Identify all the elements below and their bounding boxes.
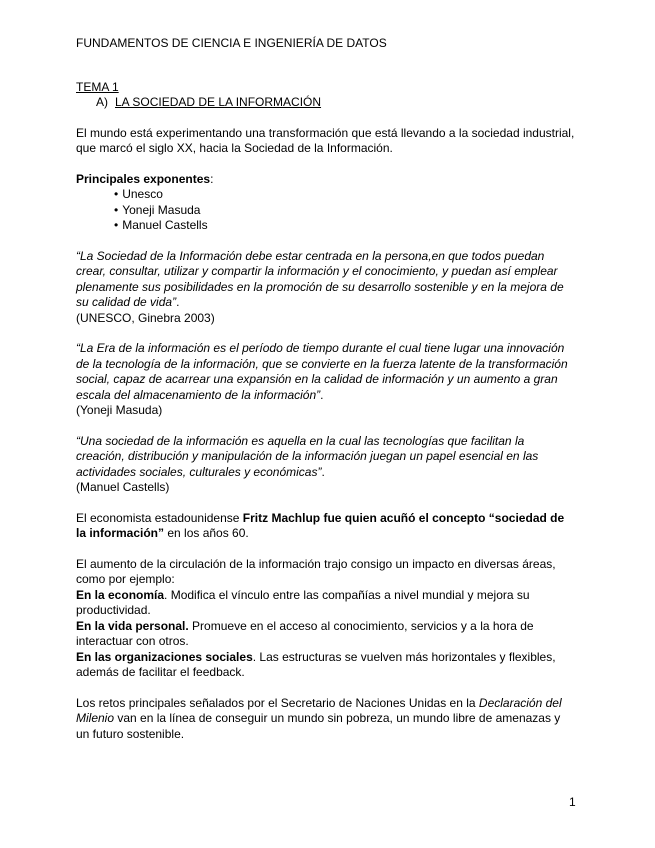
quote-castells <box>76 434 576 481</box>
impact-label: En las organizaciones sociales <box>76 649 253 664</box>
exponents-heading <box>76 172 576 188</box>
machlup-bold: Fritz Machlup fue quien acuñó el concepto “sociedad de la información” <box>76 510 565 540</box>
list-item: • Yoneji Masuda <box>114 203 576 219</box>
exponents-colon: : <box>210 171 214 186</box>
impact-label: En la economía <box>76 587 165 602</box>
topic-title: TEMA 1 <box>76 79 119 94</box>
impact-organizations <box>76 650 576 681</box>
exponents-list <box>114 187 576 234</box>
machlup-pre: El economista estadounidense <box>76 510 243 525</box>
section-heading <box>96 95 576 111</box>
impact-label: En la vida personal. <box>76 618 189 633</box>
list-item: • Unesco <box>114 187 576 203</box>
quote-text: “Una sociedad de la información es aquella en la cual las tecnologías que facilitan la creación, distribución y manipulación de la información juegan un papel esencial en las actividades sociales, culturales y económicas” <box>76 433 539 479</box>
exponents-title: Principales exponentes <box>76 171 211 186</box>
impact-intro: El aumento de la circulación de la información trajo consigo un impacto en diversas áreas, como por ejemplo: <box>76 556 556 586</box>
quote-end: . <box>321 464 325 479</box>
quote-masuda <box>76 341 576 403</box>
impact-economy <box>76 588 576 619</box>
quote-end: . <box>320 387 324 402</box>
document-header: FUNDAMENTOS DE CIENCIA E INGENIERÍA DE DATOS <box>76 36 387 50</box>
retos-italic: Declaración del Milenio <box>76 695 562 725</box>
document-page <box>76 36 576 742</box>
machlup-paragraph <box>76 511 576 542</box>
quote-source: (Yoneji Masuda) <box>76 403 163 417</box>
quote-text: “La Sociedad de la Información debe estar centrada en la persona,en que todos puedan crear, consultar, utilizar y compartir la información y el conocimiento, y puedan así emplear plenamente sus posibilidades en la promoción de su desarrollo sostenible y en la mejora de su calidad de vida” <box>76 248 564 309</box>
quote-unesco <box>76 249 576 311</box>
retos-paragraph <box>76 696 576 743</box>
retos-pre: Los retos principales señalados por el Secretario de Naciones Unidas en la <box>76 695 479 710</box>
intro-paragraph: El mundo está experimentando una transformación que está llevando a la sociedad industrial, que marcó el siglo XX, hacia la Sociedad de la Información. <box>76 125 575 155</box>
impact-text: . Las estructuras se vuelven más horizontales y flexibles, además de facilitar el feedback. <box>76 649 556 679</box>
quote-end: . <box>176 295 180 309</box>
section-title: LA SOCIEDAD DE LA INFORMACIÓN <box>115 95 322 109</box>
list-item: • Manuel Castells <box>114 218 576 234</box>
impact-text: . Modifica el vínculo entre las compañías a nivel mundial y mejora su productividad. <box>76 587 530 617</box>
retos-post: van en la línea de conseguir un mundo sin pobreza, un mundo libre de amenazas y un futuro sostenible. <box>76 711 561 741</box>
section-letter: A) <box>96 95 108 109</box>
quote-source: (Manuel Castells) <box>76 480 170 494</box>
quote-source: (UNESCO, Ginebra 2003) <box>76 310 215 325</box>
machlup-post: en los años 60. <box>164 526 249 540</box>
impact-personal <box>76 619 576 650</box>
page-number: 1 <box>569 795 576 809</box>
quote-text: “La Era de la información es el período de tiempo durante el cual tiene lugar una innovación de la tecnología de la información, que se convierte en la fuerza latente de la transformación social, capaz de acarrear una expansión en la calidad de información y un aumento a gran escala del almacenamiento de la información” <box>76 341 568 402</box>
impact-text: Promueve en el acceso al conocimiento, servicios y a la hora de interactuar con otros. <box>76 618 534 648</box>
